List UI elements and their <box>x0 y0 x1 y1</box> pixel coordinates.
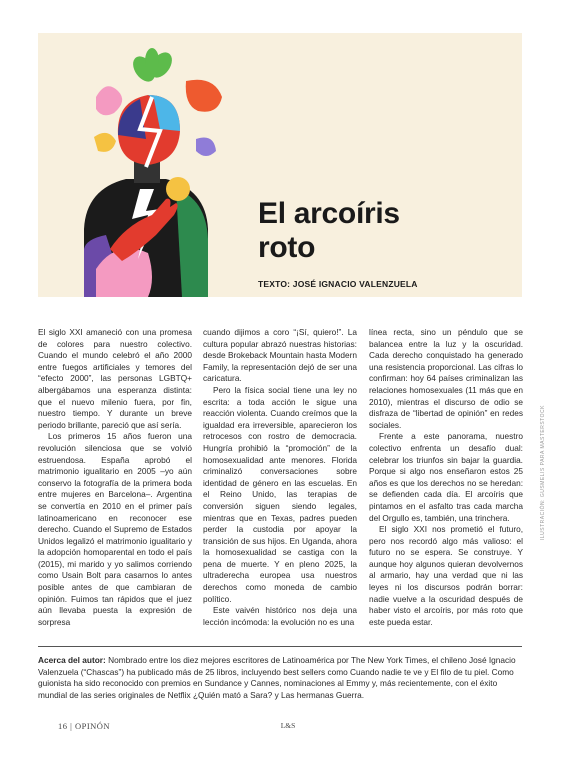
paragraph: El siglo XXI nos prometió el futuro, pero nos recordó algo más valioso: el futuro no se espera. Se construye. Y aunque hoy algunos quieran devolvernos al armario, hay una verdad que ni las leyes ni los discursos podrán borrar: nadie vuelve a la oscuridad después de haber visto el arcoíris, por más roto que este pueda estar. <box>369 524 523 627</box>
illustration-credit: ILUSTRACIÓN: GUSMELIS PARA MASTERSTOCK <box>540 405 546 540</box>
header-panel <box>38 33 522 297</box>
author-bio <box>38 655 522 701</box>
author-bio-label: Acerca del autor: <box>38 655 106 665</box>
byline: TEXTO: JOSÉ IGNACIO VALENZUELA <box>258 279 418 289</box>
paragraph: cuando dijimos a coro “¡Sí, quiero!”. La cultura popular abrazó nuestras historias: desde Brokeback Mountain hasta Modern Family, la representación dejó de ser una caricatura. <box>203 327 357 384</box>
paragraph: Los primeros 15 años fueron una revolución silenciosa que se volvió estruendosa. España aprobó el matrimonio igualitario en 2005 –yo aún conservo la fotografía de la primera boda entre mujeres en Barcelona–. Argentina se convertía en 2010 en el primer país latinoamericano en reconocer ese derecho. Cuando el Supremo de Estados Unidos legalizó el matrimonio igualitario y la adopción homoparental en todo el país (2015), mi marido y yo salimos corriendo como Usain Bolt para casarnos lo antes posible antes de que cambiaran de opinión. Fuimos tan rápidos que el juez aún llevaba puesta la expresión de sorpresa <box>38 431 192 627</box>
page-folio: 16 | OPINÓN <box>58 721 111 731</box>
text-column-1 <box>38 327 192 628</box>
footer-center-mark: L&S <box>280 721 296 730</box>
paragraph: Pero la física social tiene una ley no escrita: a toda acción le sigue una reacción violenta. Cuando creímos que la igualdad era irreversible, aparecieron los retrocesos con rostro de democracia. Hungría prohibió la “promoción” de la homosexualidad ante menores. Florida criminalizó conversaciones sobre identidad de género en las escuelas. En el Reino Unido, las terapias de conversión siguen siendo legales, mientras que en Texas, padres pueden perder la custodia por apoyar la transición de sus hijos. En Uganda, ahora la homosexualidad se castiga con la pena de muerte. Y en pleno 2025, la ultraderecha europea usa nuestros derechos como moneda de cambio político. <box>203 384 357 604</box>
paragraph: línea recta, sino un péndulo que se balancea entre la luz y la oscuridad. Cada derecho conquistado ha generado una resistencia proporcional. Las cifras lo confirman: hoy 64 países criminalizan las relaciones homosexuales (11 más que en 2010), mientras el discurso de odio se disfraza de “libertad de opinión” en redes sociales. <box>369 327 523 430</box>
article-title: El arcoíris roto <box>258 197 400 264</box>
text-column-2 <box>203 327 357 628</box>
author-bio-text: Nombrado entre los diez mejores escritores de Latinoamérica por The New York Times, el chileno José Ignacio Valenzuela (“Chascas”) ha publicado más de 25 libros, incluyendo best sellers como Cuando nadie te ve y El filo de tu piel. Como guionista ha sido reconocido con premios en Sundance y Cannes, nominaciones al Emmy y, más recientemente, con el éxito mundial de las series originales de Netflix ¿Quién mató a Sara? y Las hermanas Guerra. <box>38 655 516 700</box>
paragraph: Frente a este panorama, nuestro colectivo enfrenta un desafío dual: celebrar los triunfos sin bajar la guardia. Porque si algo nos enseñaron estos 25 años es que los derechos no se heredan: se defienden cada día. El arcoíris que pintamos en el asfalto tras cada marcha del Orgullo es, también, una trinchera. <box>369 431 523 523</box>
divider <box>38 646 522 647</box>
paragraph: Este vaivén histórico nos deja una lección incómoda: la evolución no es una <box>203 605 357 627</box>
paragraph: El siglo XXI amaneció con una promesa de colores para nuestro colectivo. Cuando el mundo celebró el año 2000 entre fuegos artificiales y temores del “efecto 2000”, las personas LGBTQ+ albergábamos una esperanza distinta: que el nuevo milenio fuera, por fin, nuestro tiempo. Y durante un breve periodo brillante, pareció que así sería. <box>38 327 192 430</box>
text-column-3 <box>369 327 523 628</box>
rainbow-figure-illustration <box>56 39 226 297</box>
